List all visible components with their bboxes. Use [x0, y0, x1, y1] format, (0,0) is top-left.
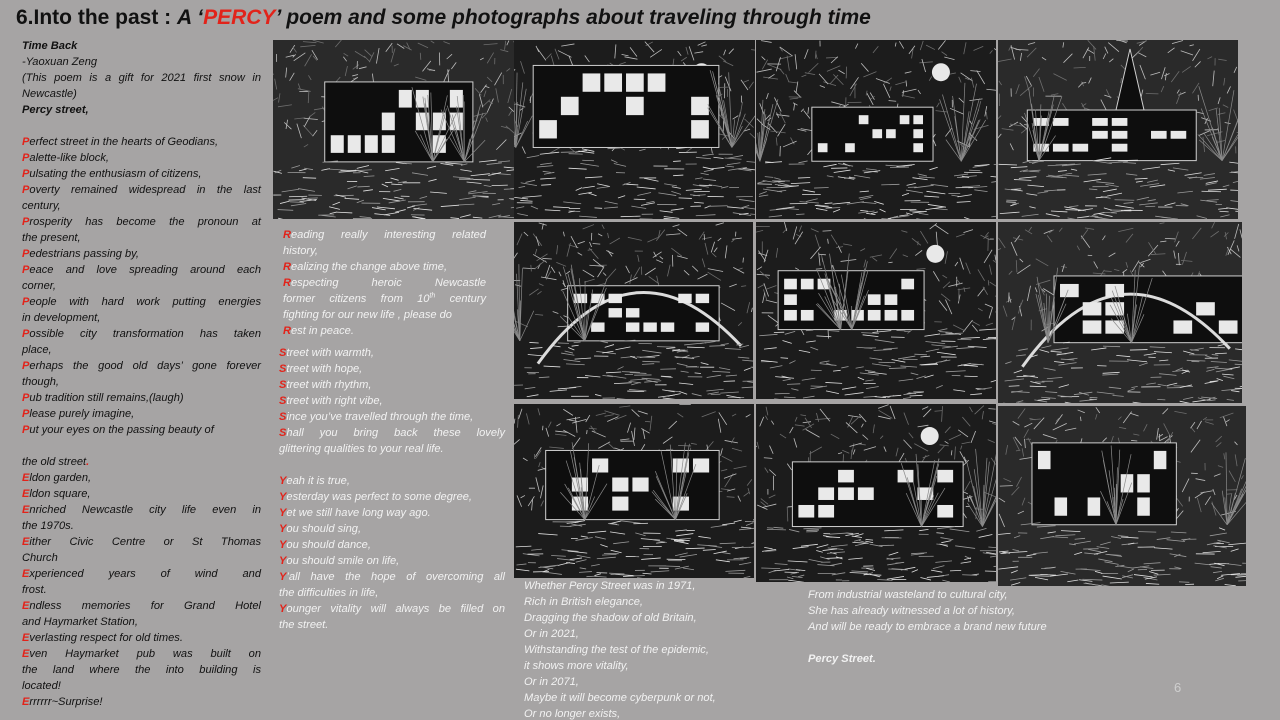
poem-line: corner,	[22, 280, 56, 292]
poem-stanza-p	[22, 134, 261, 438]
poem-line: Everlasting respect for old times.	[22, 632, 183, 644]
poem-time-back	[22, 38, 261, 710]
poem-line: frost.	[22, 584, 47, 596]
poem-line: Younger vitality will always be filled on	[279, 603, 505, 615]
poem-note: Newcastle)	[22, 88, 77, 100]
photo-arched-facade	[998, 222, 1242, 403]
sketch-arched-facade-icon	[998, 222, 1242, 403]
poem-line: Pub tradition still remains,(laugh)	[22, 392, 184, 404]
poem-line: the land where the into building is	[22, 664, 261, 676]
poem-line: Eldon garden,	[22, 472, 92, 484]
sketch-street-icon	[514, 40, 755, 219]
poem-line: though,	[22, 376, 60, 388]
poem-street: Percy street,	[22, 104, 89, 116]
poem-line: located!	[22, 680, 61, 692]
photo-building-night-2	[998, 406, 1246, 586]
poem-line: and Haymarket Station,	[22, 616, 138, 628]
poem-line: Possible city transformation has taken	[22, 328, 261, 340]
sketch-church-icon	[998, 40, 1238, 219]
poem-line: Errrrrr~Surprise!	[22, 696, 103, 708]
title-highlight: PERCY	[203, 6, 276, 29]
poem-line: Pulsating the enthusiasm of citizens,	[22, 168, 202, 180]
sketch-terrace-icon	[514, 404, 754, 578]
poem-line: From industrial wasteland to cultural city,	[808, 589, 1008, 601]
poem-line: fighting for our new life , please do	[283, 309, 452, 321]
poem-heading: Time Back	[22, 40, 78, 52]
poem-line: the difficulties in life,	[279, 587, 379, 599]
photo-curved-path-moon	[756, 222, 996, 399]
page-number: 6	[1174, 680, 1182, 695]
poem-line: Even Haymarket pub was built on	[22, 648, 261, 660]
title-prefix: 6.Into the past :	[16, 6, 178, 29]
sketch-building-2-icon	[998, 406, 1246, 586]
poem-line: Respecting heroic Newcastle	[283, 277, 486, 289]
poem-line: And will be ready to embrace a brand new future	[808, 621, 1047, 633]
sketch-building-icon	[273, 40, 514, 219]
photo-terraced-buildings	[514, 404, 754, 578]
poem-line: People with hard work putting energies	[22, 296, 261, 308]
poem-stanza-s	[279, 345, 505, 457]
poem-stanza-years	[524, 578, 764, 720]
poem-line: Perhaps the good old days’ gone forever	[22, 360, 261, 372]
poem-line: Whether Percy Street was in 1971,	[524, 580, 696, 592]
poem-line: Poverty remained widespread in the last	[22, 184, 261, 196]
poem-line: Maybe it will become cyberpunk or not,	[524, 692, 716, 704]
poem-line: Enriched Newcastle city life even in	[22, 504, 261, 516]
sketch-path-icon	[756, 222, 996, 399]
poem-line: You should sing,	[279, 523, 362, 535]
moon-icon	[926, 245, 944, 263]
title-italic-a: A ‘	[177, 6, 204, 29]
poem-line: Street with right vibe,	[279, 395, 383, 407]
poem-line: Y’all have the hope of overcoming all	[279, 571, 505, 583]
poem-author: -Yaoxuan Zeng	[22, 56, 98, 68]
poem-line: Please purely imagine,	[22, 408, 135, 420]
poem-stanza-sy	[279, 345, 505, 633]
sketch-moon-building-icon	[756, 40, 996, 219]
poem-line: Street with rhythm,	[279, 379, 372, 391]
moon-icon	[932, 63, 950, 81]
poem-line: Shall you bring back these lovely	[279, 427, 505, 439]
poem-line: Realizing the change above time,	[283, 261, 448, 273]
poem-line: Reading really interesting related	[283, 229, 486, 241]
poem-line: the street.	[279, 619, 329, 631]
photo-building-night-1	[273, 40, 514, 219]
poem-line: the 1970s.	[22, 520, 74, 532]
poem-line: Experienced years of wind and	[22, 568, 261, 580]
poem-line: Yet we still have long way ago.	[279, 507, 431, 519]
poem-stanza-r	[283, 227, 486, 339]
poem-line: Rich in British elegance,	[524, 596, 644, 608]
poem-line: Eldon square,	[22, 488, 91, 500]
poem-line: Pedestrians passing by,	[22, 248, 139, 260]
photo-church-spire	[998, 40, 1238, 219]
poem-line: Prosperity has become the pronoun at	[22, 216, 261, 228]
poem-line: You should dance,	[279, 539, 371, 551]
poem-closing: Percy Street.	[808, 653, 876, 665]
photo-street-corner	[514, 40, 755, 219]
poem-line: former citizens from 10th century	[283, 292, 486, 305]
moon-icon	[921, 427, 939, 445]
sketch-street-moon-icon	[756, 404, 996, 582]
photo-street-night-moon	[756, 404, 996, 582]
poem-line: Street with warmth,	[279, 347, 374, 359]
poem-line: Put your eyes on the passing beauty of	[22, 424, 214, 436]
poem-line: Street with hope,	[279, 363, 363, 375]
poem-line: Peace and love spreading around each	[22, 264, 261, 276]
poem-line: She has already witnessed a lot of history,	[808, 605, 1015, 617]
poem-line: Either Civic Centre or St Thomas	[22, 536, 261, 548]
title-italic-b: ’ poem and some photographs about traveling through time	[275, 6, 871, 29]
poem-note: (This poem is a gift for 2021 first snow in	[22, 72, 261, 84]
poem-line: in development,	[22, 312, 101, 324]
poem-stanza-e	[22, 470, 261, 710]
poem-line: Church	[22, 552, 58, 564]
poem-line: Since you’ve travelled through the time,	[279, 411, 474, 423]
slide-title	[16, 6, 871, 36]
poem-line: Yeah it is true,	[279, 475, 350, 487]
poem-line: You should smile on life,	[279, 555, 400, 567]
poem-line: Withstanding the test of the epidemic,	[524, 644, 709, 656]
poem-line: Perfect street in the hearts of Geodians,	[22, 136, 219, 148]
poem-stanza-y	[279, 473, 505, 633]
photo-arch-building	[514, 222, 753, 399]
poem-line: place,	[22, 344, 52, 356]
poem-line: Rest in peace.	[283, 325, 354, 337]
poem-line: Or in 2021,	[524, 628, 579, 640]
poem-line: glittering qualities to your real life.	[279, 443, 444, 455]
photo-lit-building-moon	[756, 40, 996, 219]
poem-line: Palette-like block,	[22, 152, 109, 164]
poem-line: century,	[22, 200, 61, 212]
poem-line: Dragging the shadow of old Britain,	[524, 612, 697, 624]
poem-line: the present,	[22, 232, 81, 244]
sketch-arch-icon	[514, 222, 753, 399]
poem-stanza-future	[808, 587, 1108, 667]
poem-line: it shows more vitality,	[524, 660, 629, 672]
poem-line: history,	[283, 245, 318, 257]
poem-line: Yesterday was perfect to some degree,	[279, 491, 473, 503]
poem-line: Endless memories for Grand Hotel	[22, 600, 261, 612]
poem-old-street: the old street.	[22, 456, 90, 468]
poem-line: Or in 2071,	[524, 676, 579, 688]
poem-line: Or no longer exists,	[524, 708, 621, 720]
